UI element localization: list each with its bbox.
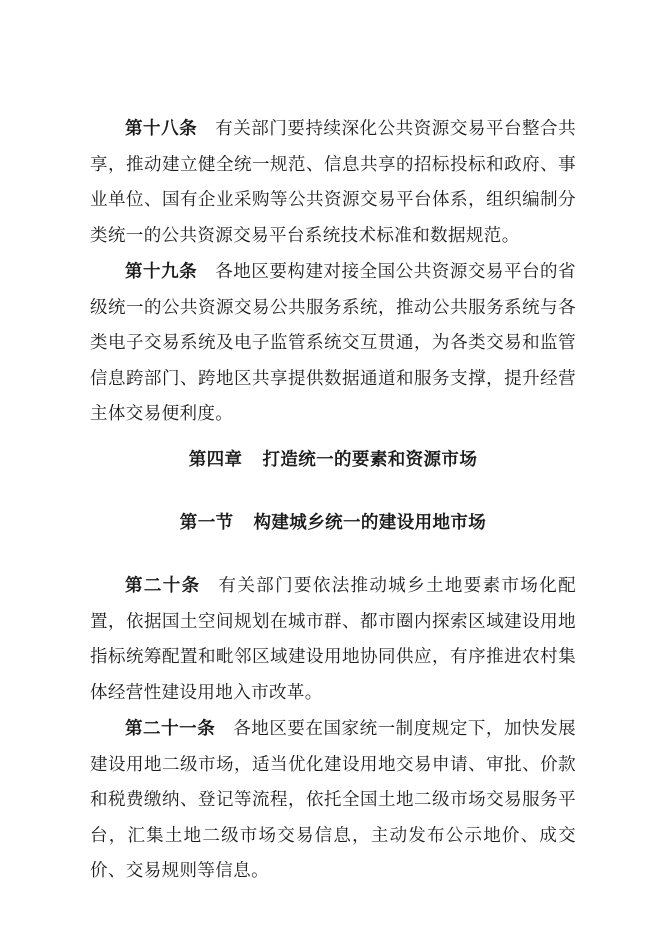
article-number: 第二十一条 [125,719,216,739]
section-title: 构建城乡统一的建设用地市场 [253,513,487,533]
section-heading [90,509,576,534]
chapter-heading [90,446,576,471]
article-text: 有关部门要持续深化公共资源交易平台整合共享，推动建立健全统一规范、信息共享的招标投标和政府、事业单位、国有企业采购等公共资源交易平台体系，组织编制分类统一的公共资源交易平台系统技术标准和数据规范。 [90,119,577,246]
chapter-number: 第四章 [188,450,243,470]
article-text: 各地区要在国家统一制度规定下，加快发展建设用地二级市场，适当优化建设用地交易申请、审批、价款和税费缴纳、登记等流程，依托全国土地二级市场交易服务平台，汇集土地二级市场交易信息，主动发布公示地价、成交价、交易规则等信息。 [90,719,577,882]
article-number: 第十八条 [125,119,198,139]
article-20 [90,569,576,711]
article-19 [90,255,576,433]
article-21 [90,712,576,890]
article-text: 有关部门要依法推动城乡土地要素市场化配置，依据国土空间规划在城市群、都市圈内探索区域建设用地指标统筹配置和毗邻区域建设用地协同供应，有序推进农村集体经营性建设用地入市改革。 [90,576,576,703]
article-number: 第十九条 [125,262,198,282]
section-number: 第一节 [179,513,234,533]
article-number: 第二十条 [125,576,201,596]
chapter-title: 打造统一的要素和资源市场 [262,450,478,470]
article-text: 各地区要构建对接全国公共资源交易平台的省级统一的公共资源交易公共服务系统，推动公共服务系统与各类电子交易系统及电子监管系统交互贯通，为各类交易和监管信息跨部门、跨地区共享提供数据通道和服务支撑，提升经营主体交易便利度。 [90,262,577,425]
article-18 [90,112,576,254]
